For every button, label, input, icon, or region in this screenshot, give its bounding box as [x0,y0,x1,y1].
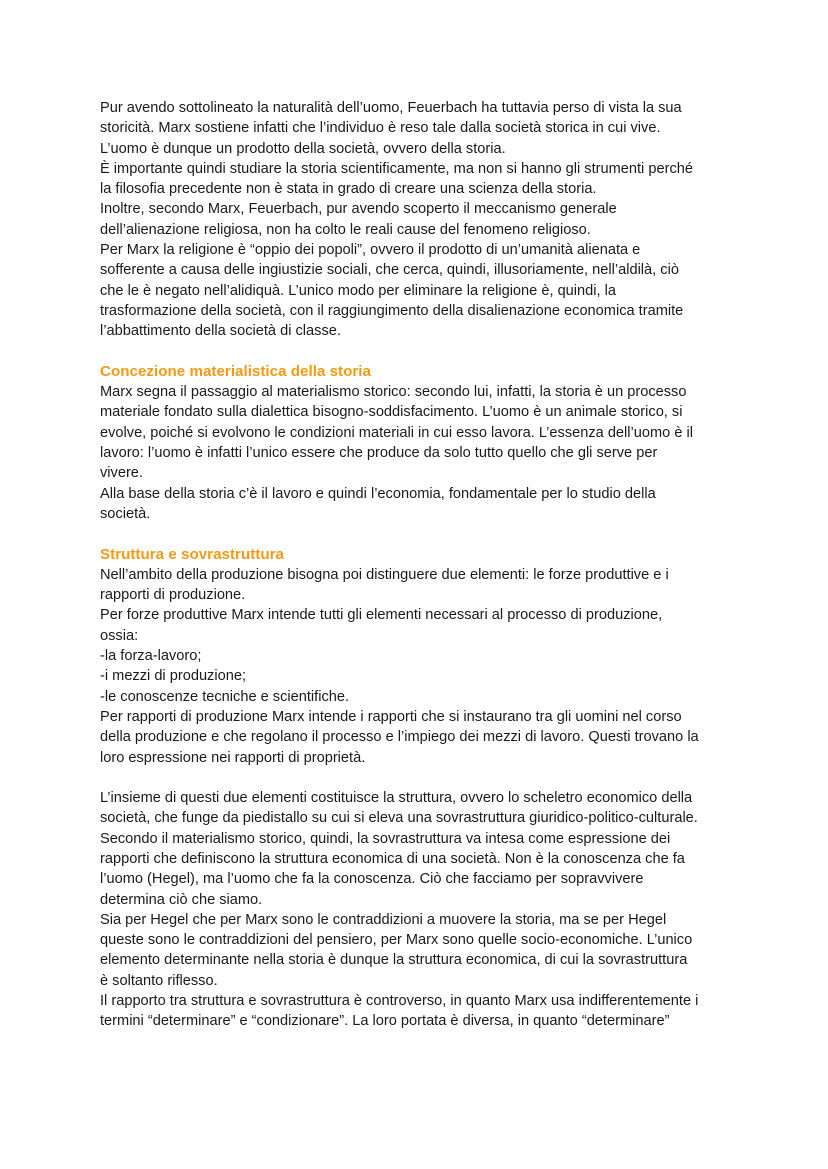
text-line: la filosofia precedente non è stata in grado di creare una scienza della storia. [100,181,597,198]
list-item: -la forza-lavoro; [100,648,202,665]
list-item: -i mezzi di produzione; [100,668,247,685]
text-line: società. [100,505,151,522]
text-line: l’uomo (Hegel), ma l’uomo che fa la conoscenza. Ciò che facciamo per sopravvivere [100,871,644,888]
text-line: Nell’ambito della produzione bisogna poi distinguere due elementi: le forze produttive e i [100,566,669,583]
text-line: sofferente a causa delle ingiustizie sociali, che cerca, quindi, illusoriamente, nell’aldilà, ciò [100,262,679,279]
text-line: Alla base della storia c’è il lavoro e quindi l’economia, fondamentale per lo studio della [100,485,656,502]
intro-paragraph [100,98,740,342]
text-line: Secondo il materialismo storico, quindi, la sovrastruttura va intesa come espressione dei [100,830,671,847]
text-line: determina ciò che siamo. [100,891,263,908]
text-line: queste sono le contraddizioni del pensiero, per Marx sono quelle socio-economiche. L’unico [100,932,693,949]
materialism-paragraph [100,382,740,524]
structure-paragraph-a [100,565,740,768]
text-line: trasformazione della società, con il raggiungimento della disalienazione economica tramite [100,302,684,319]
paragraph-gap [100,768,740,788]
text-line: Marx segna il passaggio al materialismo storico: secondo lui, infatti, la storia è un processo [100,384,687,401]
text-line: Sia per Hegel che per Marx sono le contraddizioni a muovere la storia, ma se per Hegel [100,911,667,928]
section-heading-structure: Struttura e sovrastruttura [100,545,284,563]
text-line: dell’alienazione religiosa, non ha colto le reali cause del fenomeno religioso. [100,221,591,238]
text-line: loro espressione nei rapporti di proprietà. [100,749,366,766]
text-line: Per Marx la religione è “oppio dei popoli”, ovvero il prodotto di un’umanità alienata e [100,242,641,259]
text-line: L’uomo è dunque un prodotto della società, ovvero della storia. [100,140,506,157]
text-line: lavoro: l’uomo è infatti l’unico essere che produce da solo tutto quello che gli serve per [100,445,658,462]
text-line: vivere. [100,465,143,482]
text-line: l’abbattimento della società di classe. [100,323,341,340]
text-line: Per rapporti di produzione Marx intende i rapporti che si instaurano tra gli uomini nel corso [100,708,682,725]
text-line: evolve, poiché si evolvono le condizioni materiali in cui esso lavora. L’essenza dell’uomo è il [100,424,693,441]
text-line: termini “determinare” e “condizionare”. La loro portata è diversa, in quanto “determinare” [100,1013,670,1030]
section-heading-materialism: Concezione materialistica della storia [100,362,371,380]
text-line: Il rapporto tra struttura e sovrastruttura è controverso, in quanto Marx usa indifferentemente i [100,993,699,1010]
text-line: Inoltre, secondo Marx, Feuerbach, pur avendo scoperto il meccanismo generale [100,201,617,218]
text-line: che le è negato nell’alidiquà. L’unico modo per eliminare la religione è, quindi, la [100,282,616,299]
text-line: storicità. Marx sostiene infatti che l’individuo è reso tale dalla società storica in cui vive. [100,120,661,137]
text-line: società, che funge da piedistallo su cui si eleva una sovrastruttura giuridico-politico-culturale. [100,810,698,827]
text-line: È importante quindi studiare la storia scientificamente, ma non si hanno gli strumenti perché [100,160,693,177]
text-line: L’insieme di questi due elementi costituisce la struttura, ovvero lo scheletro economico della [100,790,693,807]
text-line: è soltanto riflesso. [100,972,218,989]
text-line: ossia: [100,627,139,644]
list-item: -le conoscenze tecniche e scientifiche. [100,688,350,705]
text-line: elemento determinante nella storia è dunque la struttura economica, di cui la sovrastruttura [100,952,688,969]
text-line: rapporti che definiscono la struttura economica di una società. Non è la conoscenza che fa [100,850,685,867]
document-page [100,98,740,1032]
text-line: Pur avendo sottolineato la naturalità dell’uomo, Feuerbach ha tuttavia perso di vista la sua [100,100,682,116]
paragraph-gap [100,524,740,544]
text-line: materiale fondato sulla dialettica bisogno-soddisfacimento. L’uomo è un animale storico, si [100,404,683,421]
text-line: Per forze produttive Marx intende tutti gli elementi necessari al processo di produzione, [100,607,663,624]
paragraph-gap [100,342,740,362]
text-line: della produzione e che regolano il processo e l’impiego dei mezzi di lavoro. Questi trovano la [100,729,699,746]
structure-paragraph-b [100,788,740,1032]
text-line: rapporti di produzione. [100,587,246,604]
